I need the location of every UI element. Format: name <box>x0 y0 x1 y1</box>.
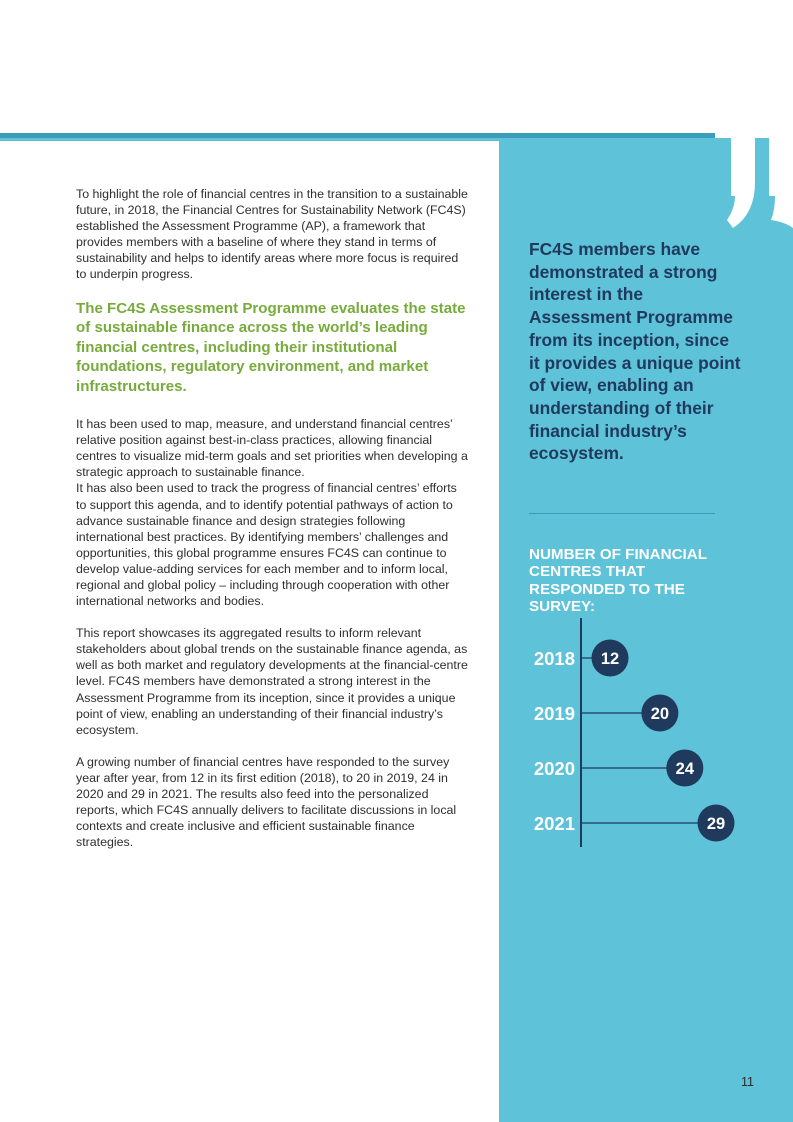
page-number: 11 <box>741 1075 754 1089</box>
year-label: 2018 <box>533 648 575 669</box>
value-label: 24 <box>675 760 695 778</box>
highlight-statement: The FC4S Assessment Programme evaluates the state of sustainable finance across the world’s leading financial centres, including their institutional foundations, regulatory environment, and market infrastructures. <box>76 299 466 395</box>
body-paragraph: It has been used to map, measure, and understand financial centres’ relative position against best-in-class practices, allowing financial centres to visualize mid-term goals and set priorities when developing a strategic approach to sustainable finance. <box>76 417 468 480</box>
intro-paragraph: To highlight the role of financial centres in the transition to a sustainable future, in 2018, the Financial Centres for Sustainability Network (FC4S) established the Assessment Programme (AP), a framework that provides members with a baseline of where they stand in terms of sustainability and helps to identify areas where more focus is required to underpin progress. <box>76 187 468 282</box>
survey-timeline-chart <box>499 138 793 1122</box>
value-label: 20 <box>650 705 670 723</box>
year-label: 2019 <box>533 703 575 724</box>
value-label: 29 <box>706 815 726 833</box>
body-paragraph: It has also been used to track the progress of financial centres’ efforts to support this agenda, and to identify potential pathways of action to advance sustainable finance and design strategies following international best practices. By identifying members’ challenges and opportunities, this global programme ensures FC4S can continue to develop value-adding services for each member and to inform local, regional and global policy – including through cooperation with other international networks and bodies. <box>76 481 457 609</box>
survey-chart-title: NUMBER OF FINANCIAL CENTRES THAT RESPONDED TO THE SURVEY: <box>529 546 707 615</box>
value-label: 12 <box>600 650 620 668</box>
year-label: 2021 <box>533 813 575 834</box>
body-paragraph: A growing number of financial centres have responded to the survey year after year, from 12 in its first edition (2018), to 20 in 2019, 24 in 2020 and 29 in 2021. The results also feed into the personalized reports, which FC4S annually delivers to facilitate discussions in local contexts and create inclusive and efficient sustainable finance strategies. <box>76 754 457 850</box>
top-rule-light <box>0 138 499 141</box>
pull-quote: FC4S members have demonstrated a strong interest in the Assessment Programme from its inception, since it provides a unique point of view, enabling an understanding of their financial industry’s ecosystem. <box>529 239 741 464</box>
side-panel <box>499 138 793 1122</box>
year-label: 2020 <box>533 758 575 779</box>
main-text-column <box>76 186 468 866</box>
body-paragraph: This report showcases its aggregated results to inform relevant stakeholders about global trends on the sustainable finance agenda, as well as both market and regulatory developments at the financial-centre level. FC4S members have demonstrated a strong interest in the Assessment Programme from its inception, since it provides a unique point of view, enabling an understanding of their financial industry’s ecosystem. <box>76 626 468 737</box>
